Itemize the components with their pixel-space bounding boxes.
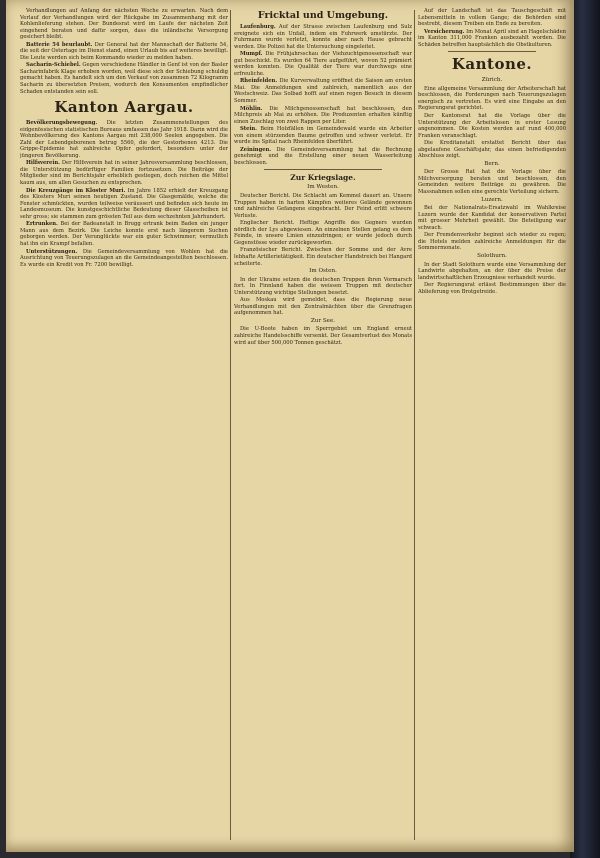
article-paragraph: Der Regierungsrat erlässt Bestimmungen über die Ablieferung von Brotgetreide. <box>418 282 566 295</box>
newspaper-page <box>6 0 574 852</box>
canton-name: Bern. <box>484 160 500 167</box>
article-paragraph: In der Ukraine setzen die deutschen Truppen ihren Vormarsch fort. In Finnland haben die weissen Truppen mit deutscher Unterstützung wichtige Stellungen besetzt. <box>234 276 412 296</box>
canton-name: Luzern. <box>481 196 503 203</box>
news-kicker: Möhlin. <box>240 105 263 112</box>
news-kicker: Hilfsverein. <box>26 160 60 167</box>
column-rule <box>230 10 231 840</box>
news-item <box>20 160 228 186</box>
article-paragraph: Bei der Nationalrats-Ersatzwahl im Wahlkreise Luzern wurde der Kandidat der konservativen Partei mit grosser Mehrheit gewählt. Die Beteiligung war schwach. <box>418 205 566 231</box>
news-text: Auf der Strasse zwischen Laufenburg und Sulz ereignete sich ein Unfall, indem ein Fuhrwerk umstürzte. Der Fuhrmann wurde verletzt, konnte aber nach Hause gebracht werden. Die Polizei hat die Untersuchung eingeleitet. <box>234 24 412 50</box>
column-left <box>20 8 228 842</box>
news-item <box>234 106 412 126</box>
news-item <box>20 249 228 269</box>
news-kicker: Bevölkerungsbewegung. <box>26 120 98 127</box>
news-text: Bei der Badeanstalt in Brugg ertrank beim Baden ein junger Mann aus dem Bezirk. Die Leiche konnte erst nach längerem Suchen geborgen werden. Der Verunglückte war ein guter Schwimmer; vermutlich hat ihn ein Krampf befallen. <box>20 221 228 247</box>
news-kicker: Die Kreuzgänge im Kloster Muri. <box>26 187 126 194</box>
subheading-west: Im Westen. <box>307 184 339 191</box>
article-paragraph: Deutscher Bericht. Die Schlacht am Kemmel dauert an. Unsere Truppen haben in harten Kämpfen weiteres Gelände gewonnen und zahlreiche Gefangene eingebracht. Der Feind erlitt schwere Verluste. <box>234 193 412 219</box>
news-text: Der Hilfsverein hat in seiner Jahresversammlung beschlossen, die Unterstützung bedürftiger Familien fortzusetzen. Die Beiträge der Mitglieder sind im Berichtsjahr erheblich gestiegen, doch reichen die Mittel kaum aus, um allen Gesuchen zu entsprechen. <box>20 160 228 187</box>
news-text: Die Milchgenossenschaft hat beschlossen, den Milchpreis ab Mai zu erhöhen. Die Produzenten erhalten künftig einen Zuschlag von zwei Rappen per Liter. <box>234 105 412 125</box>
news-kicker: Unterstützungen. <box>26 248 78 255</box>
article-paragraph: Aus Moskau wird gemeldet, dass die Regierung neue Verhandlungen mit den Zentralmächten über die Grenzfragen aufgenommen hat. <box>234 297 412 317</box>
subheading-east: Im Osten. <box>309 268 337 275</box>
news-kicker: Ertrunken. <box>26 221 58 228</box>
canton-name: Solothurn. <box>477 252 507 259</box>
news-item <box>234 78 412 104</box>
article-paragraph: Die U-Boote haben im Sperrgebiet um England erneut zahlreiche Handelsschiffe versenkt. Der Gesamtverlust des Monats wird auf über 500,000 Tonnen geschätzt. <box>234 326 412 346</box>
news-kicker: Batterie 54 beurlaubt. <box>26 41 93 48</box>
news-item <box>20 188 228 221</box>
news-item <box>20 42 228 62</box>
news-text: Die Gemeindeversammlung von Wohlen hat die Ausrichtung von Teuerungszulagen an die Gemeindeangestellten beschlossen. Es wurde ein Kredit von Fr. 7200 bewilligt. <box>20 248 228 268</box>
news-text: Im Jahre 1852 erhielt der Kreuzgang des Klosters Muri seinen heutigen Zustand. Die Glasgemälde, welche die Fenster schmückten, wurden teilweise veräussert und befinden sich heute im Landesmuseum. Die kunstgeschichtliche Bedeutung dieser Glasscheiben ist sehr gross; sie stammen zum grössten Teil aus dem sechzehnten Jahrhundert. <box>20 187 228 220</box>
news-item <box>20 221 228 247</box>
canton-name: Zürich. <box>481 77 503 84</box>
news-item <box>20 62 228 95</box>
news-text: Beim Holzfällen im Gemeindewald wurde ein Arbeiter von einem stürzenden Baume getroffen und schwer verletzt. Er wurde ins Spital nach Rheinfelden überführt. <box>234 126 412 146</box>
article-paragraph: Die Kreditanstalt erstattet Bericht über das abgelaufene Geschäftsjahr, das einen befriedigenden Abschluss zeigt. <box>418 140 566 160</box>
news-text: Gegen verschiedene Händler in Genf ist von der Basler Sacharinfabrik Klage erhoben worden, weil diese sich der Schiebung schuldig gemacht haben. Es handelt sich um den Verkauf von zusammen 72 Kilogramm Sacharin zu übersetzten Preisen, wodurch den Konsumenten empfindlicher Schaden entstanden sein soll. <box>20 62 228 95</box>
section-heading-aargau: Kanton Aargau. <box>54 98 194 117</box>
article-paragraph: Englischer Bericht. Heftige Angriffe des Gegners wurden nördlich der Lys abgewiesen. An einzelnen Stellen gelang es dem Feinde, in unsere Linien einzudringen; er wurde jedoch durch Gegenstösse wieder zurückgeworfen. <box>234 220 412 246</box>
divider <box>264 169 382 170</box>
subheading-sea: Zur See. <box>310 317 336 324</box>
column-right <box>418 8 566 842</box>
article-paragraph: Der Grosse Rat hat die Vorlage über die Milchversorgung beraten und beschlossen, den Gemeinden weitere Beiträge zu gewähren. Die Massnahmen sollen eine gerechte Verteilung sichern. <box>418 169 566 196</box>
book-spine <box>570 0 600 858</box>
news-kicker: Stein. <box>240 126 257 133</box>
news-text: Die Kurverwaltung eröffnet die Saison am ersten Mai. Die Anmeldungen sind zahlreich, namentlich aus der Westschweiz. Das Solbad hofft auf einen regen Besuch in diesem Sommer. <box>234 78 412 105</box>
article-paragraph: Auf der Landschaft ist das Tauschgeschäft mit Lebensmitteln in vollem Gange; die Behörden sind bestrebt, diesem Treiben ein Ende zu bereiten. <box>418 8 566 28</box>
section-heading-kantone: Kantone. <box>451 55 533 74</box>
news-text: Der General hat der Mannschaft der Batterie 54, die seit der Ostertage im Dienst stand, einen Urlaub bis auf weiteres bewilligt. Die Leute werden sich beim Kommando wieder zu melden haben. <box>20 41 228 61</box>
news-kicker: Mumpf. <box>240 51 263 58</box>
news-kicker: Sacharin-Schiebel. <box>26 62 81 69</box>
news-item <box>20 120 228 159</box>
column-middle <box>234 8 412 842</box>
news-item <box>418 29 566 49</box>
news-item <box>234 126 412 146</box>
news-kicker: Rheinfelden. <box>240 78 278 85</box>
divider <box>448 51 536 52</box>
news-text: Die Gemeindeversammlung hat die Rechnung genehmigt und die Erstellung einer neuen Wasserleitung beschlossen. <box>234 146 412 166</box>
news-kicker: Versicherung. <box>424 28 465 35</box>
article-paragraph: Der Kantonsrat hat die Vorlage über die Unterstützung der Arbeitslosen in erster Lesung angenommen. Die Kosten werden auf rund 400,000 Franken veranschlagt. <box>418 113 566 139</box>
article-paragraph: Der Fremdenverkehr beginnt sich wieder zu regen; die Hotels melden zahlreiche Anmeldungen für die Sommermonate. <box>418 232 566 252</box>
article-paragraph: Französischer Bericht. Zwischen der Somme und der Avre lebhafte Artillerietätigkeit. Ein deutscher Handstreich bei Hangard scheiterte. <box>234 247 412 267</box>
news-item <box>234 147 412 167</box>
news-text: Die Frühjahrsschau der Viehzuchtgenossenschaft war gut beschickt. Es wurden 64 Tiere aufgeführt, wovon 52 prämiert werden konnten. Die Qualität der Tiere war durchwegs eine erfreuliche. <box>234 51 412 77</box>
news-text: Im Monat April sind an Hagelschäden im Kanton 311,000 Franken ausbezahlt worden. Die Schäden betreffen hauptsächlich die Obstkulturen. <box>418 28 566 48</box>
section-heading-war: Zur Kriegslage. <box>290 173 356 183</box>
news-kicker: Zeiningen. <box>240 146 272 153</box>
news-item <box>234 24 412 50</box>
column-rule <box>414 10 415 840</box>
article-paragraph: In der Stadt Solothurn wurde eine Versammlung der Landwirte abgehalten, an der über die Preise der landwirtschaftlichen Erzeugnisse verhandelt wurde. <box>418 261 566 281</box>
article-paragraph: Verhandlungen auf Anfang der nächsten Woche zu erwarten. Nach dem Verlauf der Verhandlungen wird der Rückgabe im Zusammenhang mit der Kohlenlieferung stehen. Der Bundesrat wird im Laufe der nächsten Zeit eingehend beraten und dafür sorgen, dass die inländische Versorgung gesichert bleibt. <box>20 8 228 41</box>
news-item <box>234 51 412 77</box>
news-text: Die letzten Zusammenstellungen des eidgenössischen statistischen Bureaus umfassen das Jahr 1918. Darin wird die Wohnbevölkerung des Kantons Aargau mit 238,000 Seelen angegeben. Die Zahl der Lebendgeborenen betrug 5560, die der Gestorbenen 4213. Die Grippe-Epidemie hat zahlreiche Opfer gefordert, besonders unter der jüngeren Bevölkerung. <box>20 120 228 159</box>
section-heading-fricktal: Fricktal und Umgebung. <box>257 10 389 21</box>
article-paragraph: Eine allgemeine Versammlung der Arbeiterschaft hat beschlossen, die Forderungen nach Teuerungszulagen energisch zu vertreten. Es wird eine Eingabe an den Regierungsrat gerichtet. <box>418 85 566 112</box>
news-kicker: Laufenburg. <box>240 24 276 30</box>
